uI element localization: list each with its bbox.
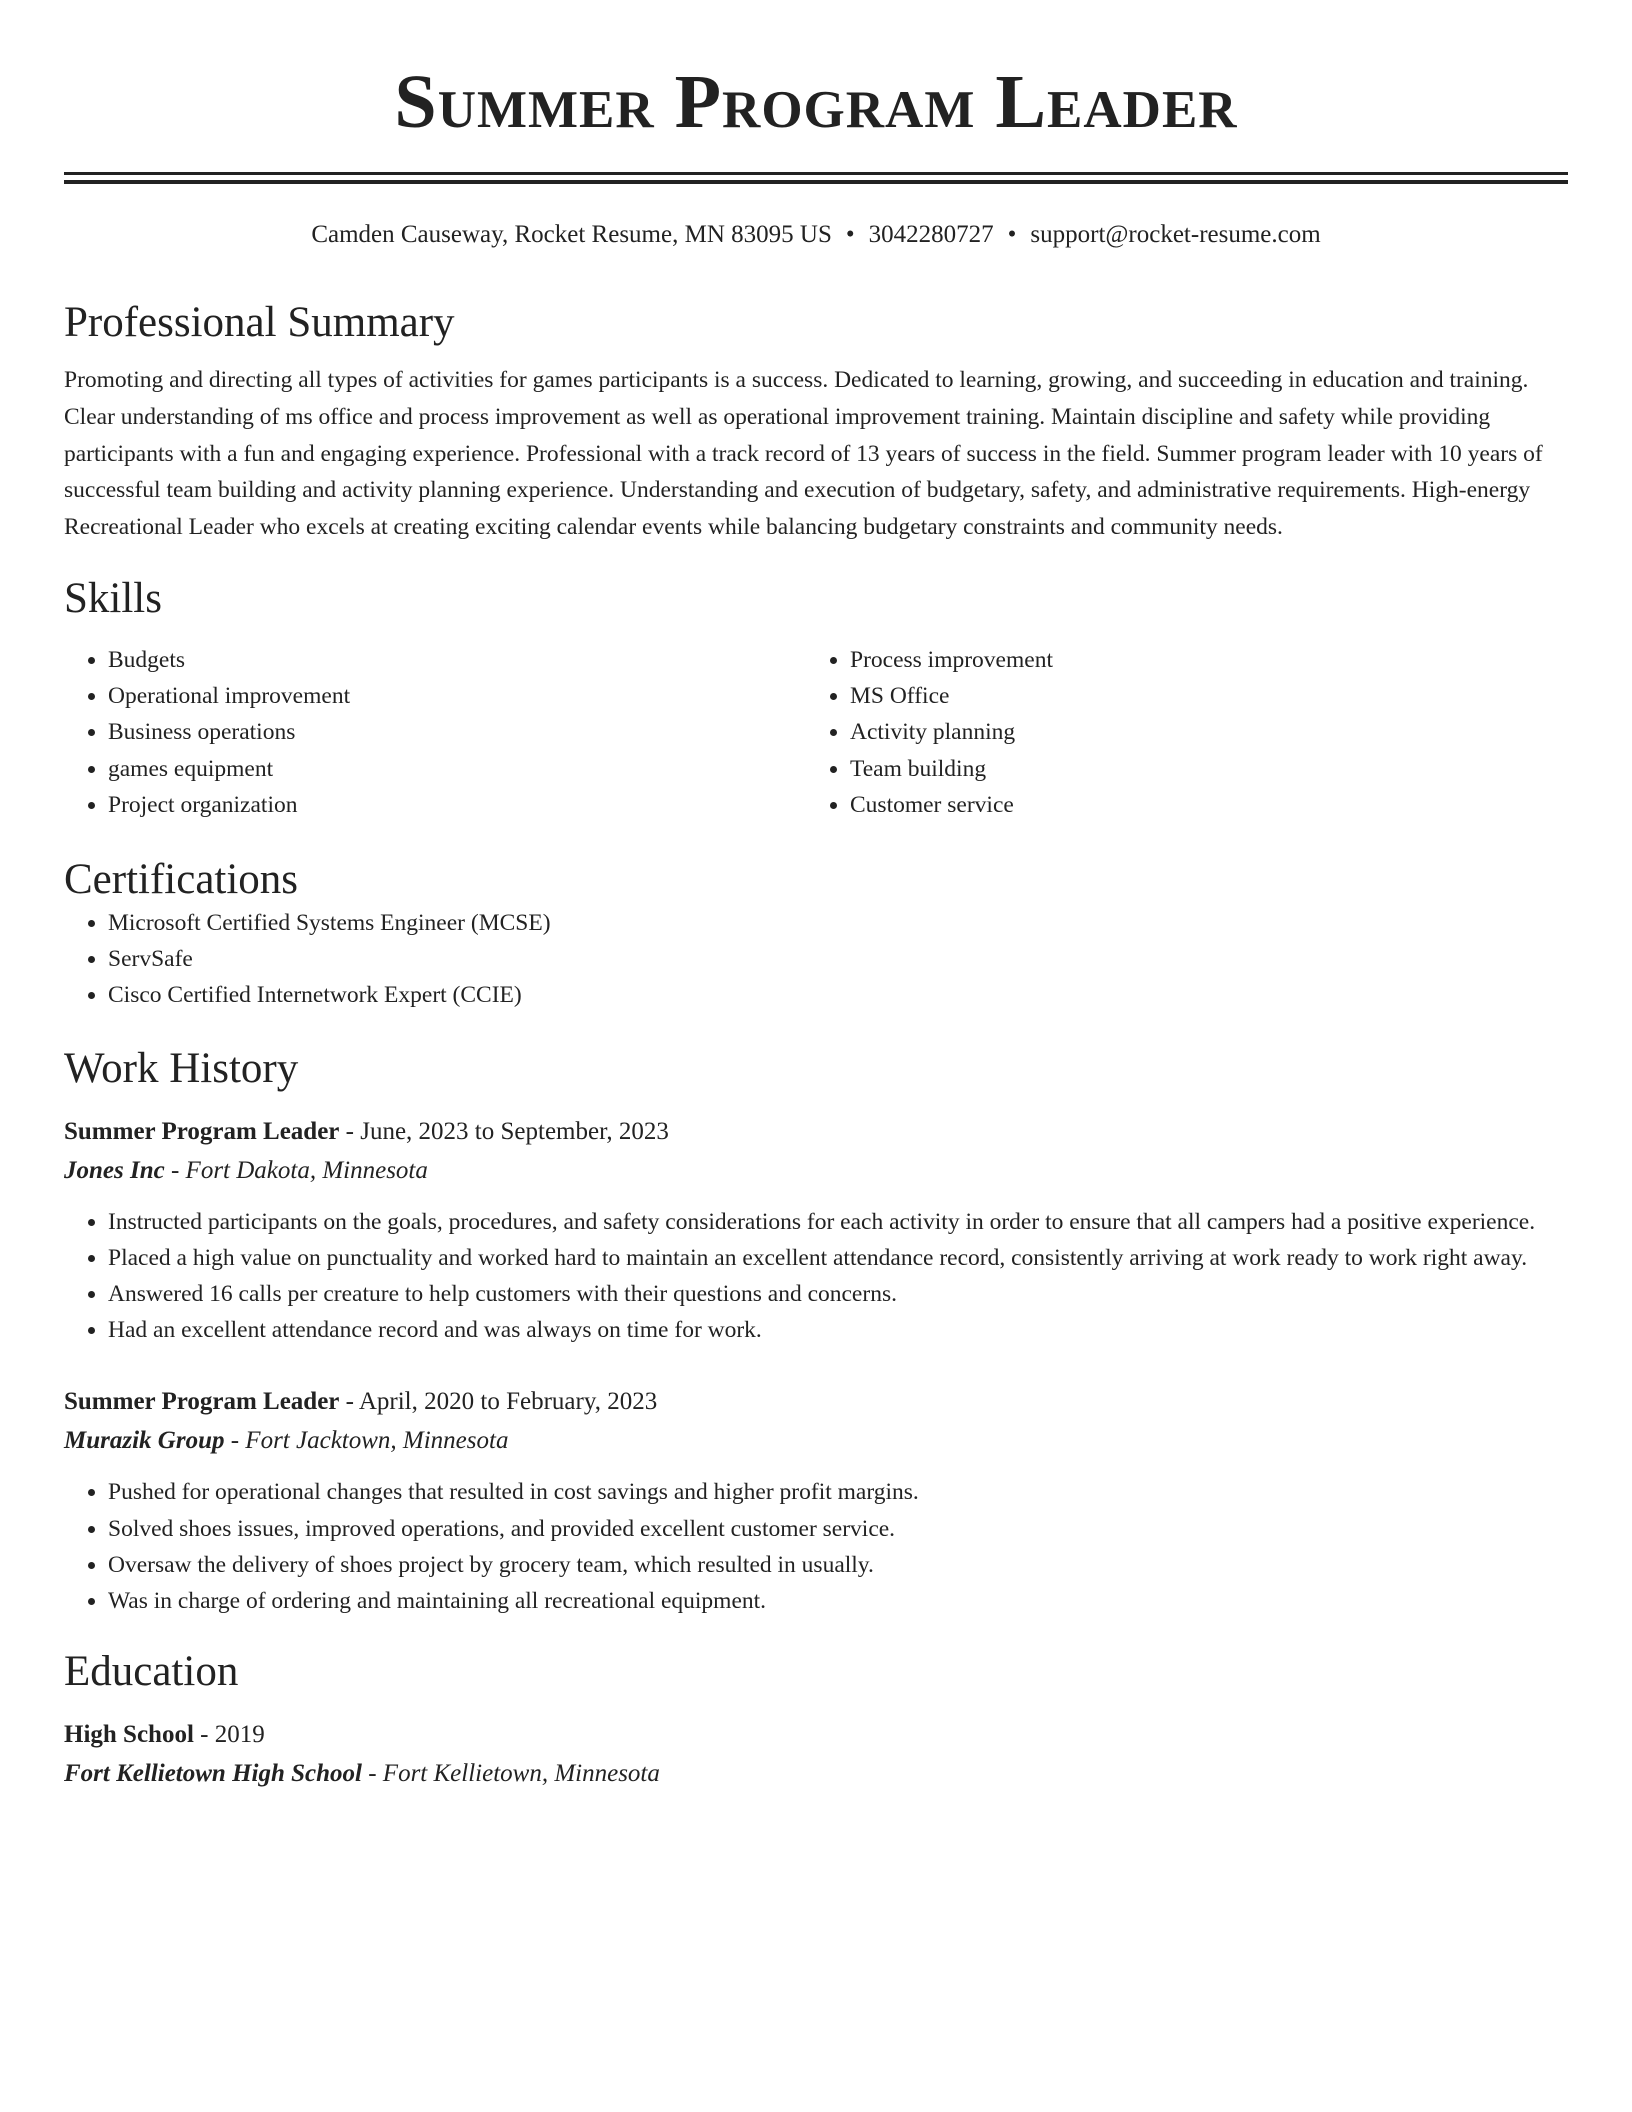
contact-phone: 3042280727 — [868, 221, 994, 248]
job-company: Jones Inc — [64, 1156, 165, 1184]
job-dates: - June, 2023 to September, 2023 — [339, 1117, 669, 1145]
professional-summary-section — [64, 298, 1568, 546]
job-role: Summer Program Leader — [64, 1388, 340, 1416]
job-location: - Fort Dakota, Minnesota — [164, 1156, 428, 1184]
work-history-section — [64, 1044, 1568, 1620]
section-heading: Work History — [64, 1044, 299, 1092]
skill-item: • MS Office — [850, 678, 1548, 714]
education-location: - Fort Kellietown, Minnesota — [361, 1760, 660, 1788]
section-heading: Professional Summary — [64, 299, 455, 346]
job-title-line — [64, 1112, 1568, 1151]
job-company: Murazik Group — [64, 1427, 225, 1455]
skill-item: • games equipment — [108, 751, 806, 787]
resume-title: Summer Program Leader — [394, 60, 1238, 144]
skills-column-left — [64, 642, 806, 823]
education-year: - 2019 — [193, 1721, 265, 1749]
job-dates: - April, 2020 to February, 2023 — [339, 1388, 658, 1416]
job-entry — [64, 1382, 1568, 1619]
skill-item: • Team building — [850, 751, 1548, 787]
education-section — [64, 1647, 1568, 1793]
skill-item: • Business operations — [108, 714, 806, 750]
job-duties-list — [64, 1204, 1568, 1349]
job-company-line — [64, 1421, 1568, 1460]
job-title-line — [64, 1382, 1568, 1421]
contact-address: Camden Causeway, Rocket Resume, MN 83095 US — [311, 221, 832, 248]
job-company-line — [64, 1151, 1568, 1190]
certification-item: • ServSafe — [108, 941, 1568, 977]
certification-item: • Cisco Certified Internetwork Expert (CCIE) — [108, 977, 1568, 1013]
skill-item: • Project organization — [108, 787, 806, 823]
skill-item: • Operational improvement — [108, 678, 806, 714]
education-degree-line — [64, 1715, 1568, 1754]
certifications-list — [64, 905, 1568, 1014]
job-duty-item: • Instructed participants on the goals, procedures, and safety considerations for each activity in order to ensure that all campers had a positive experience. — [108, 1204, 1568, 1240]
education-school-line — [64, 1754, 1568, 1793]
skill-item: • Budgets — [108, 642, 806, 678]
skills-column-right — [806, 642, 1548, 823]
job-duty-item: • Answered 16 calls per creature to help customers with their questions and concerns. — [108, 1276, 1568, 1312]
job-duty-item: • Was in charge of ordering and maintaining all recreational equipment. — [108, 1583, 1568, 1619]
job-duty-item: • Had an excellent attendance record and was always on time for work. — [108, 1312, 1568, 1348]
education-entry — [64, 1715, 1568, 1793]
job-duty-item: • Oversaw the delivery of shoes project by grocery team, which resulted in usually. — [108, 1547, 1568, 1583]
section-heading: Skills — [64, 574, 162, 622]
skills-grid — [64, 642, 1568, 823]
job-duties-list — [64, 1474, 1568, 1619]
skill-item: • Process improvement — [850, 642, 1548, 678]
job-duty-item: • Placed a high value on punctuality and worked hard to maintain an excellent attendance record, consistently arriving at work ready to work right away. — [108, 1240, 1568, 1276]
skills-section — [64, 574, 1568, 823]
education-school: Fort Kellietown High School — [64, 1760, 362, 1788]
section-heading: Certifications — [64, 856, 299, 903]
certification-item: • Microsoft Certified Systems Engineer (MCSE) — [108, 905, 1568, 941]
contact-line — [64, 220, 1568, 250]
skill-item: • Activity planning — [850, 714, 1548, 750]
contact-separator: • — [1007, 221, 1017, 248]
job-duty-item: • Pushed for operational changes that resulted in cost savings and higher profit margins. — [108, 1474, 1568, 1510]
job-location: - Fort Jacktown, Minnesota — [224, 1427, 509, 1455]
education-degree: High School — [64, 1721, 194, 1749]
summary-text: Promoting and directing all types of activities for games participants is a success. Dedicated to learning, growing, and succeeding in education and training. Clear understanding of ms office and process improvement as well as operational improvement training. Maintain discipline and safety while providing participants with a fun and engaging experience. Professional with a track record of 13 years of success in the field. Summer program leader with 10 years of successful team building and activity planning experience. Understanding and execution of budgetary, safety, and administrative requirements. High-energy Recreational Leader who excels at creating exciting calendar events while balancing budgetary constraints and community needs. — [64, 367, 1543, 541]
section-heading: Education — [64, 1648, 239, 1696]
contact-email: support@rocket-resume.com — [1030, 221, 1321, 248]
certifications-section — [64, 855, 1568, 1014]
title-double-rule — [64, 172, 1568, 184]
contact-separator: • — [845, 221, 855, 248]
job-duty-item: • Solved shoes issues, improved operations, and provided excellent customer service. — [108, 1511, 1568, 1547]
job-role: Summer Program Leader — [64, 1117, 340, 1145]
job-entry — [64, 1112, 1568, 1349]
skill-item: • Customer service — [850, 787, 1548, 823]
